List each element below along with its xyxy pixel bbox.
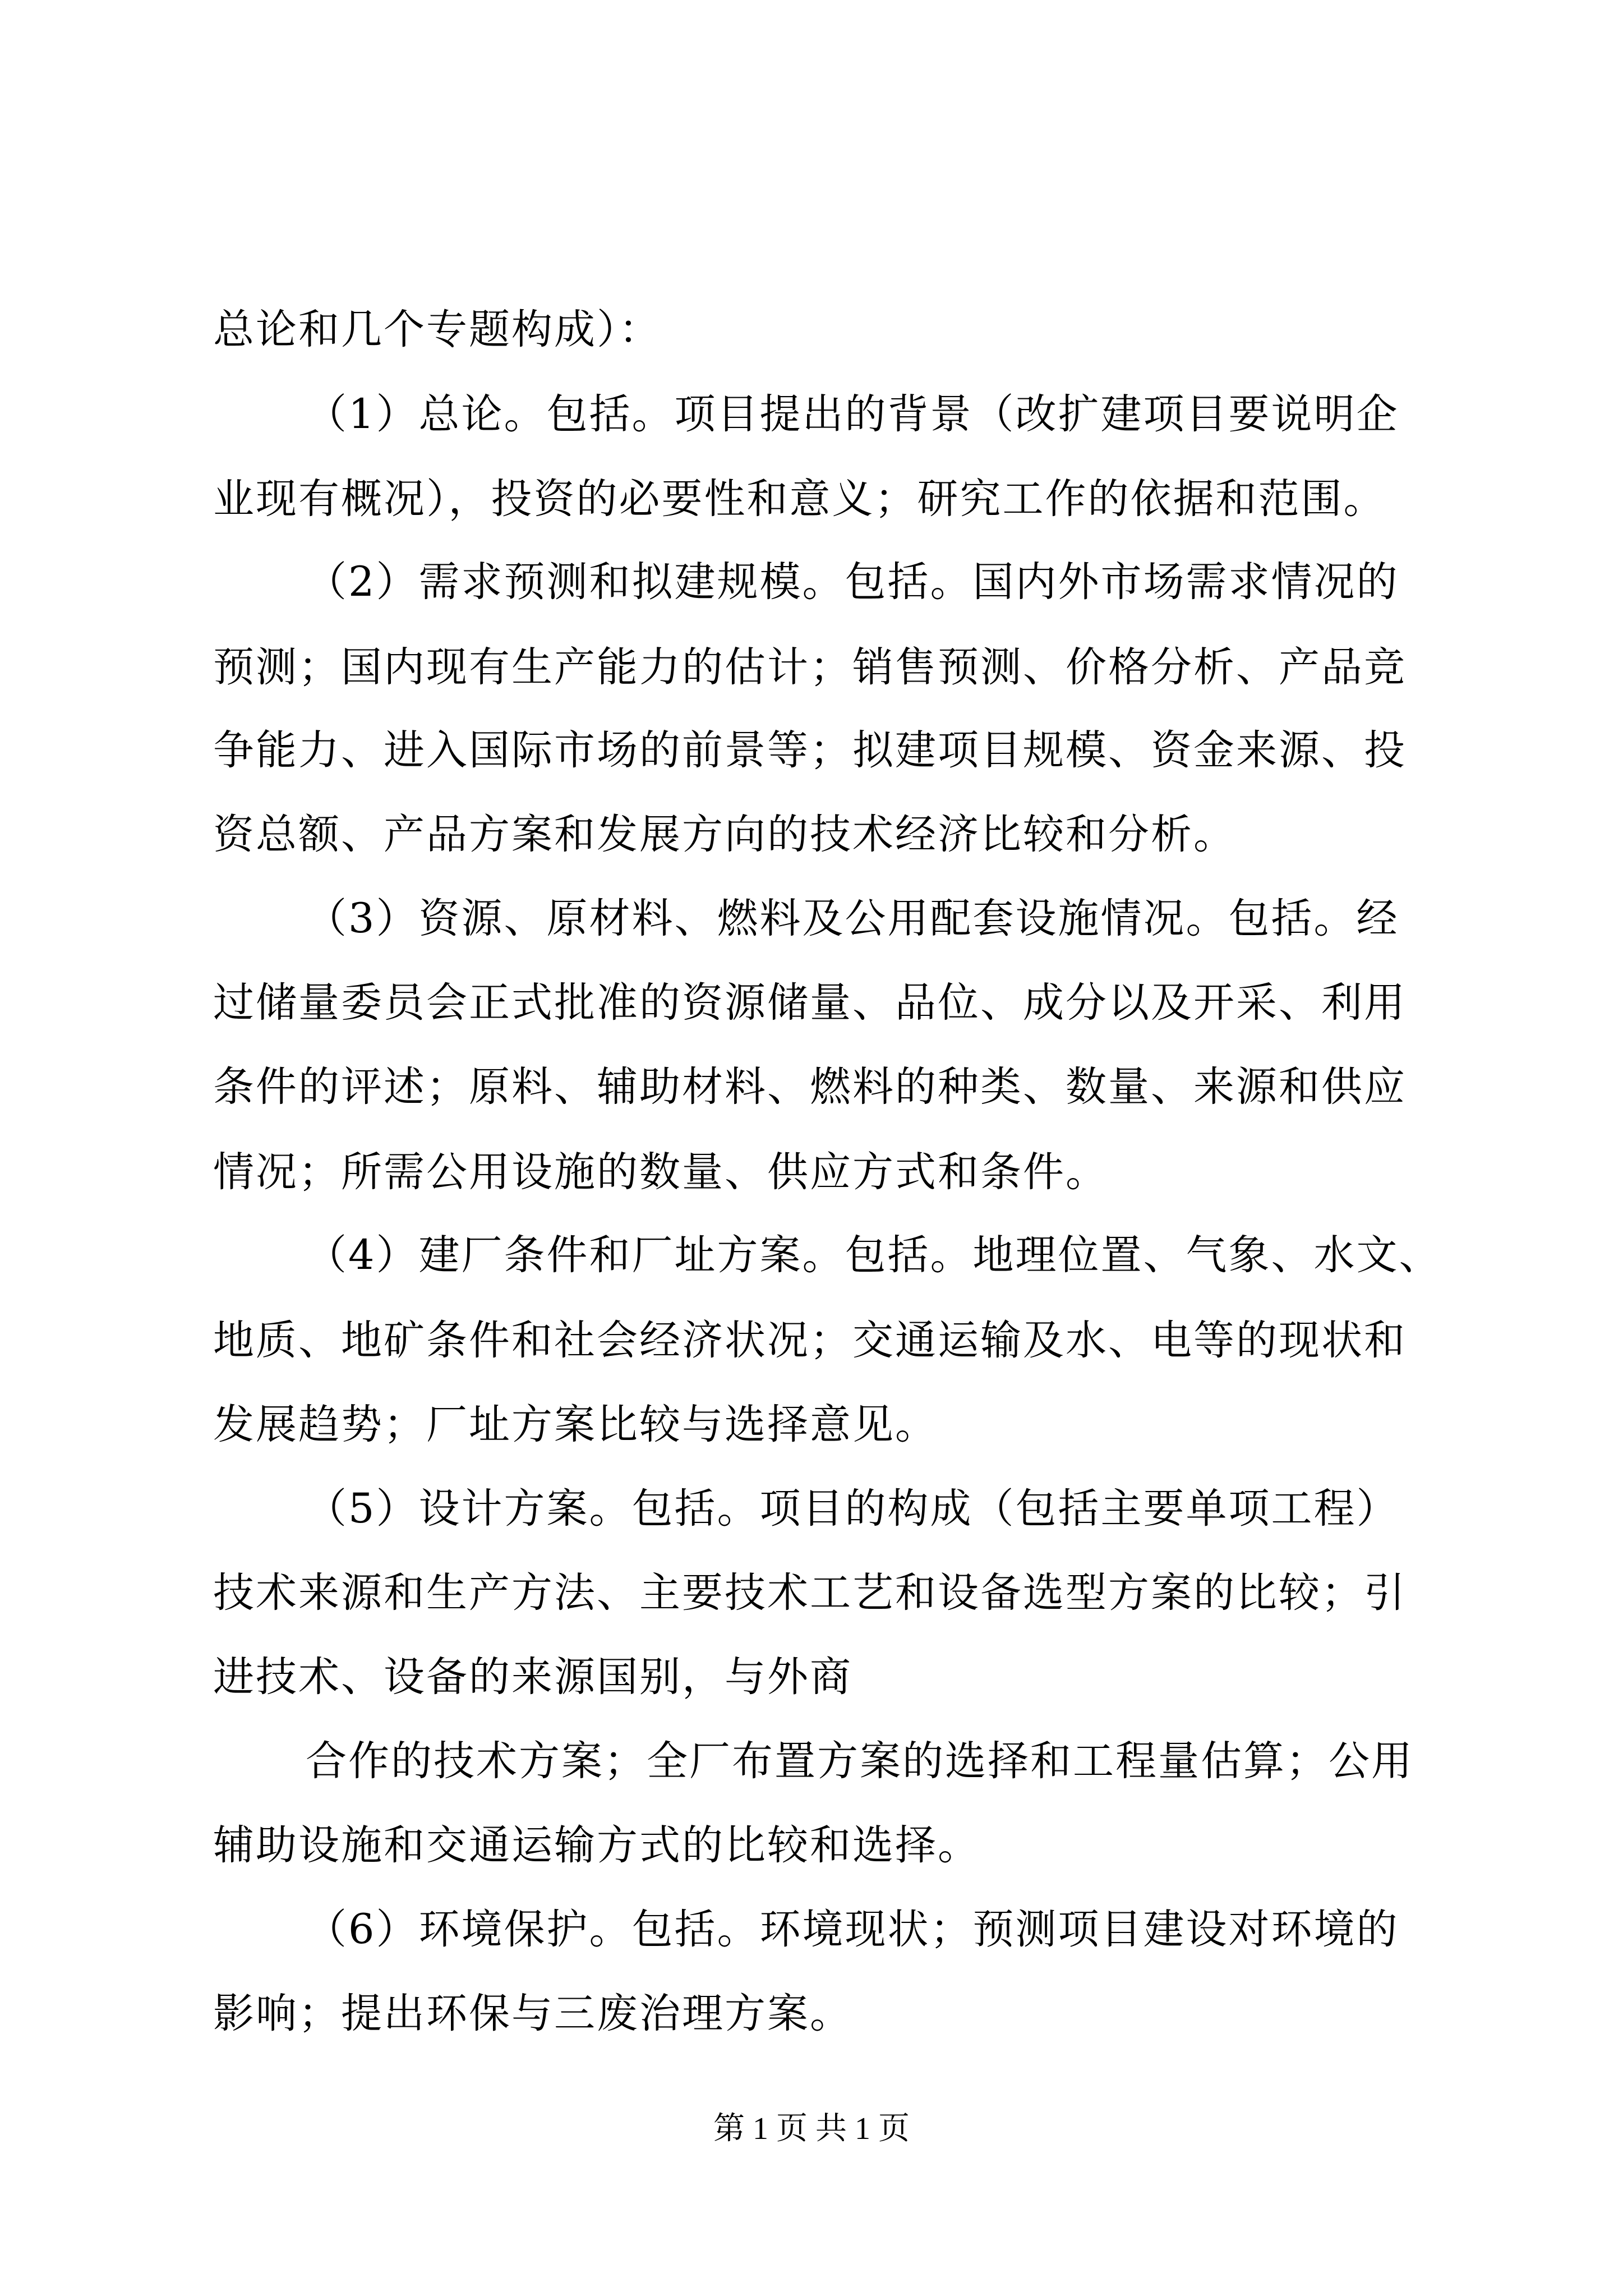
text-line-7: 资总额、产品方案和发展方向的技术经济比较和分析。 xyxy=(213,811,1236,858)
text-line-2: （1）总论。包括。项目提出的背景（改扩建项目要说明企 xyxy=(306,390,1399,438)
text-line-6: 争能力、进入国际市场的前景等；拟建项目规模、资金来源、投 xyxy=(213,726,1407,774)
text-line-10: 条件的评述；原料、辅助材料、燃料的种类、数量、来源和供应 xyxy=(213,1063,1407,1111)
text-line-18: 合作的技术方案；全厂布置方案的选择和工程量估算；公用 xyxy=(306,1737,1414,1785)
text-line-1: 总论和几个专题构成）： xyxy=(213,306,662,353)
text-line-19: 辅助设施和交通运输方式的比较和选择。 xyxy=(213,1821,980,1869)
text-line-15: （5）设计方案。包括。项目的构成（包括主要单项工程） xyxy=(306,1485,1399,1533)
text-line-17: 进技术、设备的来源国别，与外商 xyxy=(213,1653,852,1701)
text-line-5: 预测；国内现有生产能力的估计；销售预测、价格分析、产品竞 xyxy=(213,643,1407,691)
text-line-4: （2）需求预测和拟建规模。包括。国内外市场需求情况的 xyxy=(306,558,1399,606)
text-line-14: 发展趋势；厂址方案比较与选择意见。 xyxy=(213,1401,938,1448)
text-line-16: 技术来源和生产方法、主要技术工艺和设备选型方案的比较；引 xyxy=(213,1569,1407,1617)
page-footer: 第 1 页 共 1 页 xyxy=(713,2111,910,2146)
text-line-20: （6）环境保护。包括。环境现状；预测项目建设对环境的 xyxy=(306,1906,1399,1953)
text-line-21: 影响；提出环保与三废治理方案。 xyxy=(213,1990,852,2037)
text-line-8: （3）资源、原材料、燃料及公用配套设施情况。包括。经 xyxy=(306,895,1399,942)
text-line-12: （4）建厂条件和厂址方案。包括。地理位置、气象、水文、 xyxy=(306,1231,1442,1279)
text-line-13: 地质、地矿条件和社会经济状况；交通运输及水、电等的现状和 xyxy=(213,1317,1407,1364)
text-line-3: 业现有概况），投资的必要性和意义；研究工作的依据和范围。 xyxy=(213,475,1386,523)
text-line-9: 过储量委员会正式批准的资源储量、品位、成分以及开采、利用 xyxy=(213,979,1407,1027)
text-line-11: 情况；所需公用设施的数量、供应方式和条件。 xyxy=(213,1148,1108,1196)
